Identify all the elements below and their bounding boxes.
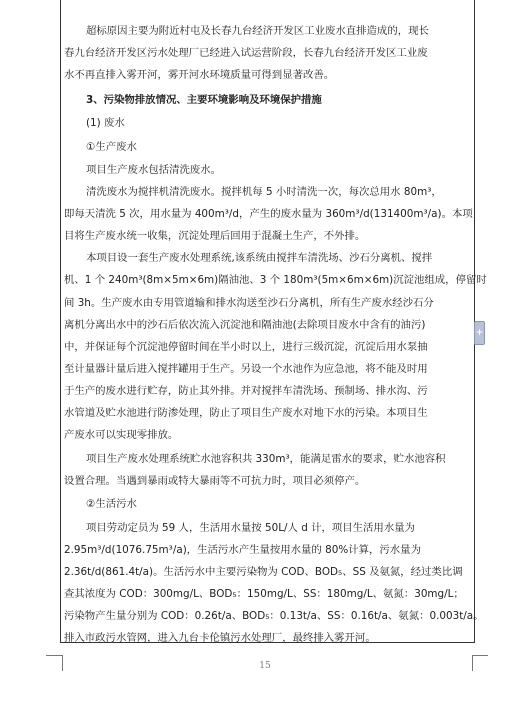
text-line: 项目劳动定员为 59 人，生活用水量按 50L/人 d 计，项目生活用水量为	[86, 522, 415, 534]
page-number: 15	[259, 661, 271, 671]
subsection-heading: ②生活污水	[86, 498, 137, 510]
text-line: 春九台经济开发区污水处理厂已经进入试运营阶段，长春九台经济开发区工业废	[64, 47, 428, 59]
text-line: 机、1 个 240m³(8m×5m×6m)隔油池、3 个 180m³(5m×6m×6m)沉淀池组成，停留时	[64, 274, 487, 286]
text-line: 中，并保证每个沉淀池停留时间在半小时以上，进行三级沉淀，沉淀后用水泵抽	[64, 341, 428, 353]
text-line: 水不再直排入雾开河，雾开河水环境质量可得到显著改善。	[64, 69, 335, 81]
expand-tab-icon[interactable]: +	[474, 321, 485, 345]
subsection-heading: (1) 废水	[86, 117, 125, 129]
text-line: 至计量器计量后进入搅拌罐用于生产。另设一个水池作为应急池，将不能及时用	[64, 363, 428, 375]
text-line: 污染物产生量分别为 COD：0.26t/a、BOD₅：0.13t/a、SS：0.16t/a、氨氮：0.003t/a。	[64, 610, 484, 622]
text-line: 即每天清洗 5 次，用水量为 400m³/d，产生的废水量为 360m³/d(131400m³/a)。本项	[64, 208, 473, 220]
subsection-heading: ①生产废水	[86, 141, 137, 153]
text-line: 产废水可以实现零排放。	[64, 429, 179, 441]
text-line: 超标原因主要为附近村屯及长春九台经济开发区工业废水直排造成的，现长	[86, 25, 429, 37]
text-line: 间 3h。生产废水由专用管道输和排水沟送至沙石分离机，所有生产废水经沙石分	[64, 297, 434, 309]
text-line: 查其浓度为 COD：300mg/L、BOD₅：150mg/L、SS：180mg/L、氨氮：30mg/L；	[64, 588, 464, 600]
text-line: 项目生产废水包括清洗废水。	[86, 164, 222, 176]
text-line: 2.95m³/d(1076.75m³/a)，生活污水产生量按用水量的 80%计算，污水量为	[64, 544, 421, 556]
text-line: 目将生产废水统一收集，沉淀处理后回用于混凝土生产，不外排。	[64, 230, 366, 242]
crop-mark	[472, 655, 488, 656]
text-line: 项目生产废水处理系统贮水池容积共 330m³，能满足雷水的要求，贮水池容积	[86, 453, 446, 465]
text-line: 于生产的废水进行贮存，防止其外排。并对搅拌车清洗场、预制场、排水沟、污	[64, 385, 428, 397]
text-line: 本项目设一套生产废水处理系统,该系统由搅拌车清洗场、沙石分离机、搅拌	[86, 252, 433, 264]
crop-mark	[46, 655, 62, 656]
text-line: 2.36t/d(861.4t/a)。生活污水中主要污染物为 COD、BOD₅、SS 及氨氮，经过类比调	[64, 566, 463, 578]
text-line: 设置合理。当遇到暴雨或特大暴雨等不可抗力时，项目必须停产。	[64, 475, 366, 487]
text-line: 水管道及贮水池进行防渗处理，防止了项目生产废水对地下水的污染。本项目生	[64, 407, 428, 419]
text-line: 排入市政污水管网，进入九台卡伦镇污水处理厂，最终排入雾开河。	[64, 632, 376, 644]
text-line: 清洗废水为搅拌机清洗废水。搅拌机每 5 小时清洗一次，每次总用水 80m³，	[86, 186, 442, 198]
section-heading: 3、污染物排放情况、主要环境影响及环境保护措施	[86, 94, 322, 106]
text-line: 离机分离出水中的沙石后依次流入沉淀池和隔油池(去除项目废水中含有的油污)	[64, 319, 426, 331]
